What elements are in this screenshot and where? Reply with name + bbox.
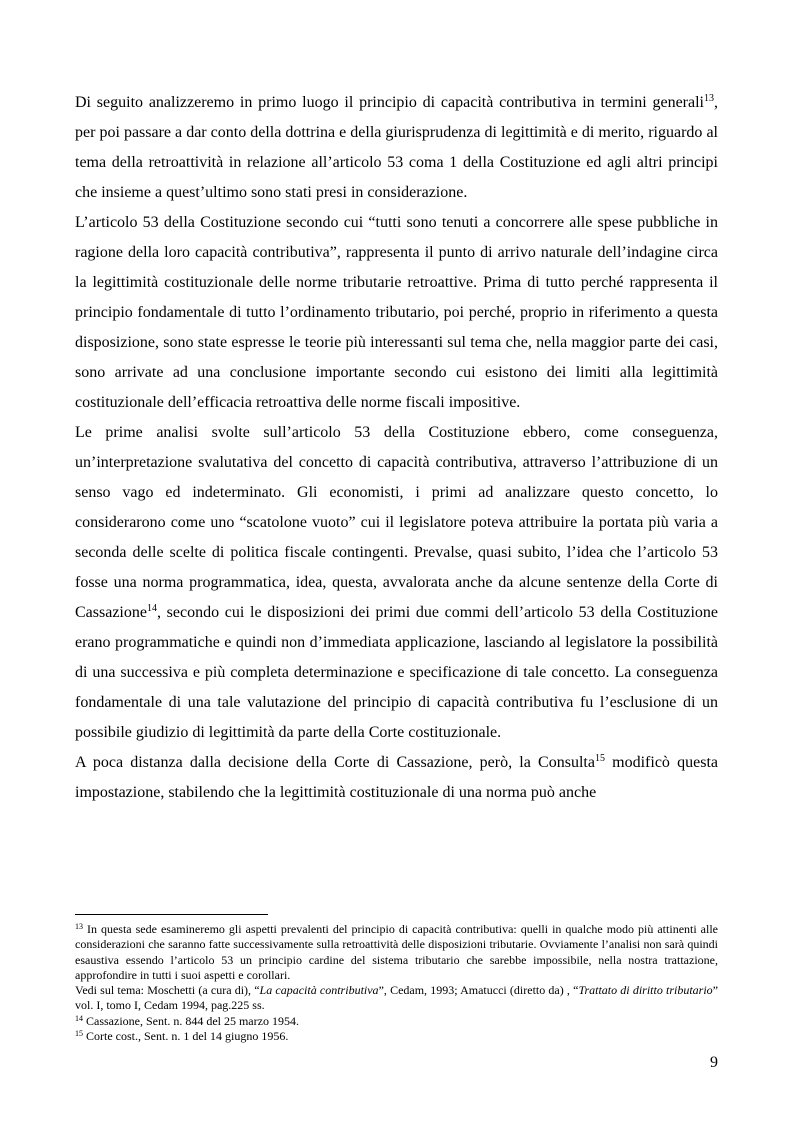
paragraph-4: A poca distanza dalla decisione della Corte di Cassazione, però, la Consulta$^{15}$ modificò questa impostazione, stabilendo che la legittimità costituzionale di una norma può anche: [75, 753, 718, 801]
footnote-separator: [75, 914, 268, 915]
cited-title: Trattato di diritto tributario: [578, 983, 713, 998]
footnote-ref-15[interactable]: 15: [594, 753, 605, 764]
footnote-14: $^{14}$ Cassazione, Sent. n. 844 del 25 marzo 1954.: [75, 1013, 299, 1028]
footnote-ref-13[interactable]: 13: [704, 93, 714, 104]
paragraph-2: L’articolo 53 della Costituzione secondo cui “tutti sono tenuti a concorrere alle spese pubbliche in ragione della loro capacità contributiva”, rappresenta il punto di arrivo naturale dell’indagine circa la legittimità costituzionale delle norme tributarie retroattive. Prima di tutto perché rappresenta il principio fondamentale di tutto l’ordinamento tributario, poi perché, proprio in riferimento a questa disposizione, sono state espresse le teorie più interessanti sul tema che, nella maggior parte dei casi, sono arrivate ad una conclusione importante secondo cui esistono dei limiti alla legittimità costituzionale dell’efficacia retroattiva delle norme fiscali impositive.: [75, 214, 718, 411]
footnote-number: 15: [75, 1029, 83, 1039]
footnote-ref-14[interactable]: 14: [146, 603, 157, 614]
footnote-number: 13: [75, 922, 83, 931]
footnote-number: 14: [75, 1013, 83, 1023]
footnotes: [75, 922, 718, 1044]
footnote-13-citation: Vedi sul tema: Moschetti (a cura di), “La capacità contributiva”, Cedam, 1993; Amatucci (diretto da) , “Trattato di diritto tributario” vol. I, tomo I, Cedam 1994, pag.225 ss.: [75, 983, 719, 1013]
footnote-13: $^{13}$ In questa sede esamineremo gli aspetti prevalenti del principio di capacità contributiva: quelli in qualche modo più attinenti alle considerazioni che saranno fatte successivamente sulla retroattività delle disposizioni tributarie. Ovviamente l’analisi non sarà quindi esaustiva essendo l’articolo 53 un principio cardine del sistema tributario che sarebbe impossibile, nella nostra trattazione, approfondire in tutti i suoi aspetti e corollari.: [75, 922, 718, 982]
paragraph-1: Di seguito analizzeremo in primo luogo il principio di capacità contributiva in termini generali$^{13}$, per poi passare a dar conto della dottrina e della giurisprudenza di legittimità e di merito, riguardo al tema della retroattività in relazione all’articolo 53 coma 1 della Costituzione ed agli altri principi che insieme a quest’ultimo sono stati presi in considerazione.: [75, 93, 718, 201]
cited-title: La capacità contributiva: [259, 983, 379, 998]
paragraph-3: Le prime analisi svolte sull’articolo 53 della Costituzione ebbero, come conseguenza, un’interpretazione svalutativa del concetto di capacità contributiva, attraverso l’attribuzione di un senso vago ed indeterminato. Gli economisti, i primi ad analizzare questo concetto, lo considerarono come uno “scatolone vuoto” cui il legislatore poteva attribuire la portata più varia a seconda delle scelte di politica fiscale contingenti. Prevalse, quasi subito, l’idea che l’articolo 53 fosse una norma programmatica, idea, questa, avvalorata anche da alcune sentenze della Corte di Cassazione$^{14}$, secondo cui le disposizioni dei primi due commi dell’articolo 53 della Costituzione erano programmatiche e quindi non d’immediata applicazione, lasciando al legislatore la possibilità di una successiva e più completa determinazione e specificazione di tale concetto. La conseguenza fondamentale di una tale valutazione del principio di capacità contributiva fu l’esclusione di un possibile giudizio di legittimità da parte della Corte costituzionale.: [75, 424, 718, 741]
footnote-15: $^{15}$ Corte cost., Sent. n. 1 del 14 giugno 1956.: [75, 1029, 289, 1044]
page-number: 9: [710, 1054, 718, 1071]
page-body: [75, 88, 718, 808]
